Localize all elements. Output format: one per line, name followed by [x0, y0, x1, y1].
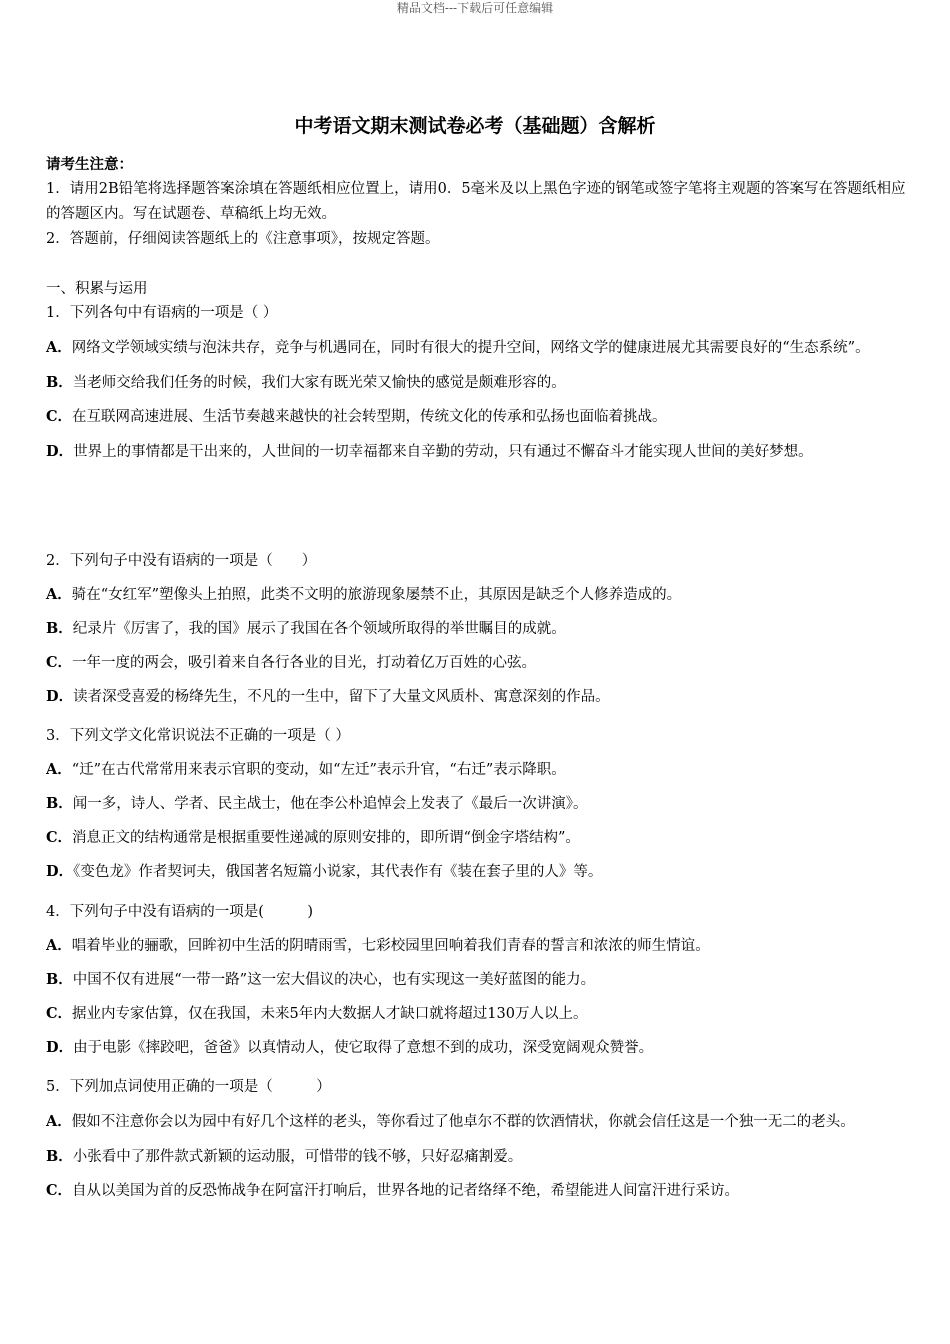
- option-text: 小张看中了那件款式新颖的运动服，可惜带的钱不够，只好: [72, 1149, 450, 1165]
- option-letter: B．: [46, 795, 73, 812]
- emphasized-text: 卓 .尔 .不 .群 .: [463, 1114, 521, 1130]
- option-text: 唱着毕业的骊歌，回眸初中生活的阴晴雨雪，七彩校园里回响着我们青春的誓言和浓浓的师生情谊。: [71, 938, 710, 954]
- question-3: [46, 719, 906, 889]
- option-letter: C．: [46, 408, 73, 425]
- option-text: ，希望能进人间富汗进行采访。: [536, 1183, 740, 1199]
- option-letter: C．: [46, 1182, 73, 1199]
- question-option: [46, 612, 906, 646]
- question-2: [46, 544, 906, 714]
- notice-item: 1．请用2B铅笔将选择题答案涂填在答题纸相应位置上，请用0．5毫米及以上黑色字迹的钢笔或签字笔将主观题的答案写在答题纸相应的答题区内。写在试题卷、草稿纸上均无效。: [46, 181, 906, 222]
- option-letter: A．: [46, 937, 72, 954]
- question-option: [46, 1174, 906, 1208]
- emphasized-text: 忍 .痛 .割 .爱 .: [450, 1149, 508, 1165]
- option-letter: D．: [46, 1039, 74, 1056]
- option-text: 的饮酒情状，你就会信任这是一个独一无二的老头。: [521, 1114, 855, 1130]
- question-option: [46, 929, 906, 963]
- option-letter: A．: [46, 339, 72, 356]
- question-option: [46, 366, 906, 400]
- option-text: 自从以美国为首的反恐怖战争在阿富汗打响后，世界各地的记者: [72, 1183, 479, 1199]
- stem-text: 的一项是（ ）: [258, 728, 350, 744]
- page-title: 中考语文期末测试卷必考（基础题）含解析: [294, 115, 656, 137]
- option-text: 网络文学领域实绩与泡沫共存，竞争与机遇同在，同时有很大的提升空间，网络文学的健康进展尤其需要良好的“生态系统”。: [71, 340, 870, 356]
- question-stem: [46, 719, 906, 753]
- notice-item: 2．答题前，仔细阅读答题纸上的《注意事项》，按规定答题。: [46, 231, 440, 247]
- option-letter: B．: [46, 374, 73, 391]
- option-text: 当老师交给我们任务的时候，我们大家有既光荣又愉快的感觉是颇难形容的。: [72, 375, 566, 391]
- option-text: 闻一多，诗人、学者、民主战士，他在李公朴追悼会上发表了《最后一次讲演》。: [72, 796, 588, 812]
- option-text: 纪录片《厉害了，我的国》展示了我国在各个领域所取得的举世瞩目的成就。: [72, 621, 566, 637]
- option-letter: C．: [46, 1005, 73, 1022]
- option-letter: C．: [46, 829, 73, 846]
- question-option: [46, 434, 906, 470]
- emphasized-text: 不 .正 .确 .: [215, 728, 259, 744]
- option-letter: A．: [46, 1113, 72, 1130]
- option-text: 由于电影《摔跤吧，爸爸》以真情动人，使它取得了意想不到的成功，深受宽阔观众赞誉。: [73, 1040, 654, 1056]
- option-letter: A．: [46, 586, 72, 603]
- question-option: [46, 821, 906, 855]
- question-option: [46, 680, 906, 714]
- option-text: 假如不注意你会以为园中有好几个这样的老头，等你看过了他: [71, 1114, 464, 1130]
- option-letter: D．: [46, 688, 74, 705]
- option-letter: B．: [46, 971, 73, 988]
- question-stem: 4．下列句子中没有语病的一项是( ): [46, 904, 314, 920]
- option-text: 世界上的事情都是干出来的，人世间的一切幸福都来自辛勤的劳动，只有通过不懈奋斗才能实现人世间的美好梦想。: [73, 444, 813, 460]
- question-option: [46, 997, 906, 1031]
- option-letter: C．: [46, 654, 73, 671]
- option-text: 消息正文的结构通常是根据重要性递减的原则安排的，即所谓“倒金字塔结构”。: [72, 830, 580, 846]
- option-letter: B．: [46, 620, 73, 637]
- question-option: [46, 787, 906, 821]
- question-option: [46, 578, 906, 612]
- question-stem: 2．下列句子中没有语病的一项是（ ）: [46, 553, 317, 569]
- question-4: [46, 895, 906, 1065]
- notice-heading: 请考生注意：: [46, 156, 133, 173]
- page-header: 精品文档---下载后可任意编辑: [396, 1, 554, 15]
- section-heading: 一、积累与运用: [46, 281, 148, 297]
- exam-notice: [46, 152, 906, 302]
- question-option: [46, 1104, 906, 1140]
- option-text: 一年一度的两会，吸引着来自各行各业的目光，打动着亿万百姓的心弦。: [72, 655, 537, 671]
- stem-text: 3．下列文学文化常识说法: [46, 728, 215, 744]
- option-letter: A．: [46, 761, 72, 778]
- question-option: [46, 400, 906, 434]
- option-letter: B．: [46, 1148, 73, 1165]
- emphasized-text: 络 .绎 .不 .绝 .: [478, 1183, 536, 1199]
- option-text: 中国不仅有进展“一带一路”这一宏大倡议的决心，也有实现这一美好蓝图的能力。: [72, 972, 596, 988]
- option-text: 骑在“女红军”塑像头上拍照，此类不文明的旅游现象屡禁不止，其原因是缺乏个人修养造成的。: [71, 587, 682, 603]
- option-text: 《变色龙》作者契诃夫，俄国著名短篇小说家，其代表作有《装在套子里的人》等。: [73, 864, 603, 880]
- option-text: 据业内专家估算，仅在我国，未来5年内大数据人才缺口就将超过130万人以上。: [72, 1006, 588, 1022]
- question-option: [46, 855, 906, 889]
- option-letter: D．: [46, 863, 74, 880]
- question-option: [46, 646, 906, 680]
- question-option: [46, 753, 906, 787]
- option-text: 在互联网高速进展、生活节奏越来越快的社会转型期，传统文化的传承和弘扬也面临着挑战。: [72, 409, 667, 425]
- option-text: 读者深受喜爱的杨绛先生，不凡的一生中，留下了大量文风质朴、寓意深刻的作品。: [73, 689, 610, 705]
- question-option: [46, 1031, 906, 1065]
- option-text: 。: [507, 1149, 523, 1165]
- question-option: [46, 1140, 906, 1174]
- question-option: [46, 330, 906, 366]
- question-stem: 5．下列加点词使用正确的一项是（ ）: [46, 1079, 331, 1095]
- question-1: [46, 296, 906, 470]
- question-5: [46, 1070, 906, 1208]
- option-text: “迁”在古代常常用来表示官职的变动，如“左迁”表示升官，“右迁”表示降职。: [71, 762, 566, 778]
- question-stem: 1．下列各句中有语病的一项是（ ）: [46, 305, 278, 321]
- option-letter: D．: [46, 443, 74, 460]
- question-option: [46, 963, 906, 997]
